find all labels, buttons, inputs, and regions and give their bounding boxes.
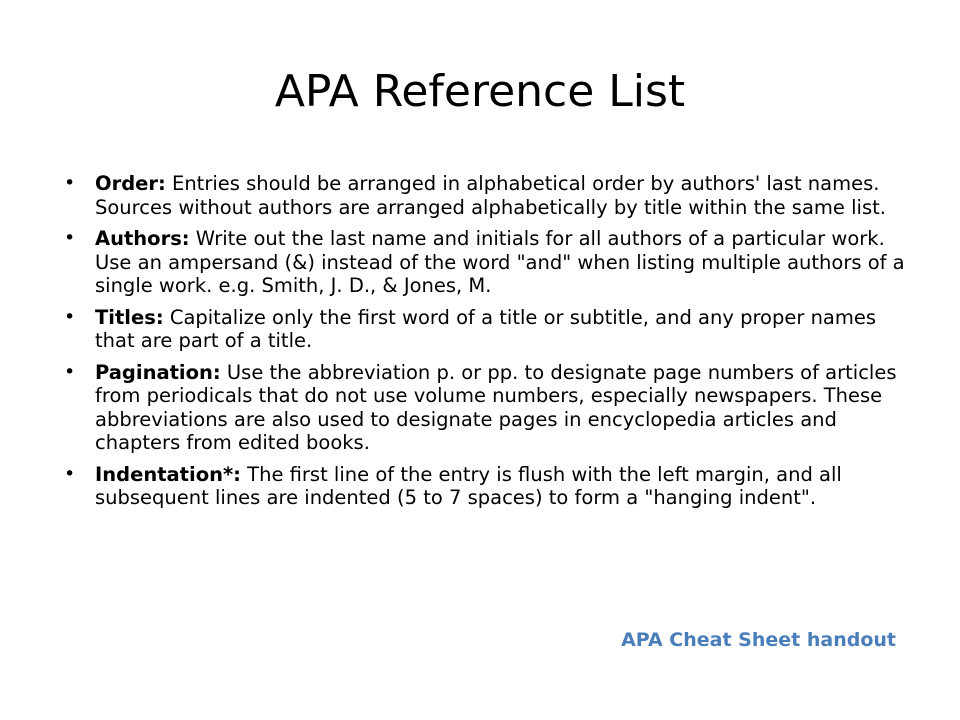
bullet-text: The first line of the entry is flush with the left margin, and all subsequent lines are indented (5 to 7 spaces) to form a "hanging indent".: [95, 462, 842, 509]
bullet-text: Write out the last name and initials for all authors of a particular work. Use an ampersand (&) instead of the word "and" when listing multiple authors of a single work. e.g. Smith, J. D., & Jones, M.: [95, 227, 905, 297]
bullet-text: Capitalize only the first word of a title or subtitle, and any proper names that are part of a title.: [95, 305, 877, 352]
bullet-dot-icon: •: [64, 227, 76, 249]
bullet-item-titles: [64, 306, 914, 353]
slide-title: APA Reference List: [274, 66, 686, 117]
apa-cheat-sheet-link[interactable]: APA Cheat Sheet handout: [621, 629, 896, 651]
bullet-item-indentation: [64, 463, 914, 510]
bullet-dot-icon: •: [64, 360, 76, 383]
bullet-dot-icon: •: [64, 462, 76, 485]
bullet-text: Use the abbreviation p. or pp. to designate page numbers of articles from periodicals that do not use volume numbers, especially newspapers. These abbreviations are also used to designate pages in encyclopedia articles and chapters from edited books.: [95, 360, 897, 454]
bullet-list: [64, 172, 914, 518]
bullet-item-authors: [64, 227, 914, 298]
bullet-item-pagination: [64, 361, 914, 455]
bullet-term: Authors:: [95, 227, 190, 250]
bullet-text: Entries should be arranged in alphabetical order by authors' last names. Sources without authors are arranged alphabetically by title within the same list.: [95, 172, 886, 219]
bullet-term: Pagination:: [95, 360, 221, 384]
bullet-term: Order:: [95, 172, 166, 195]
bullet-dot-icon: •: [64, 172, 76, 194]
bullet-dot-icon: •: [64, 305, 76, 328]
bullet-term: Titles:: [95, 305, 164, 329]
bullet-term: Indentation*:: [95, 462, 241, 486]
bullet-item-order: [64, 172, 914, 219]
